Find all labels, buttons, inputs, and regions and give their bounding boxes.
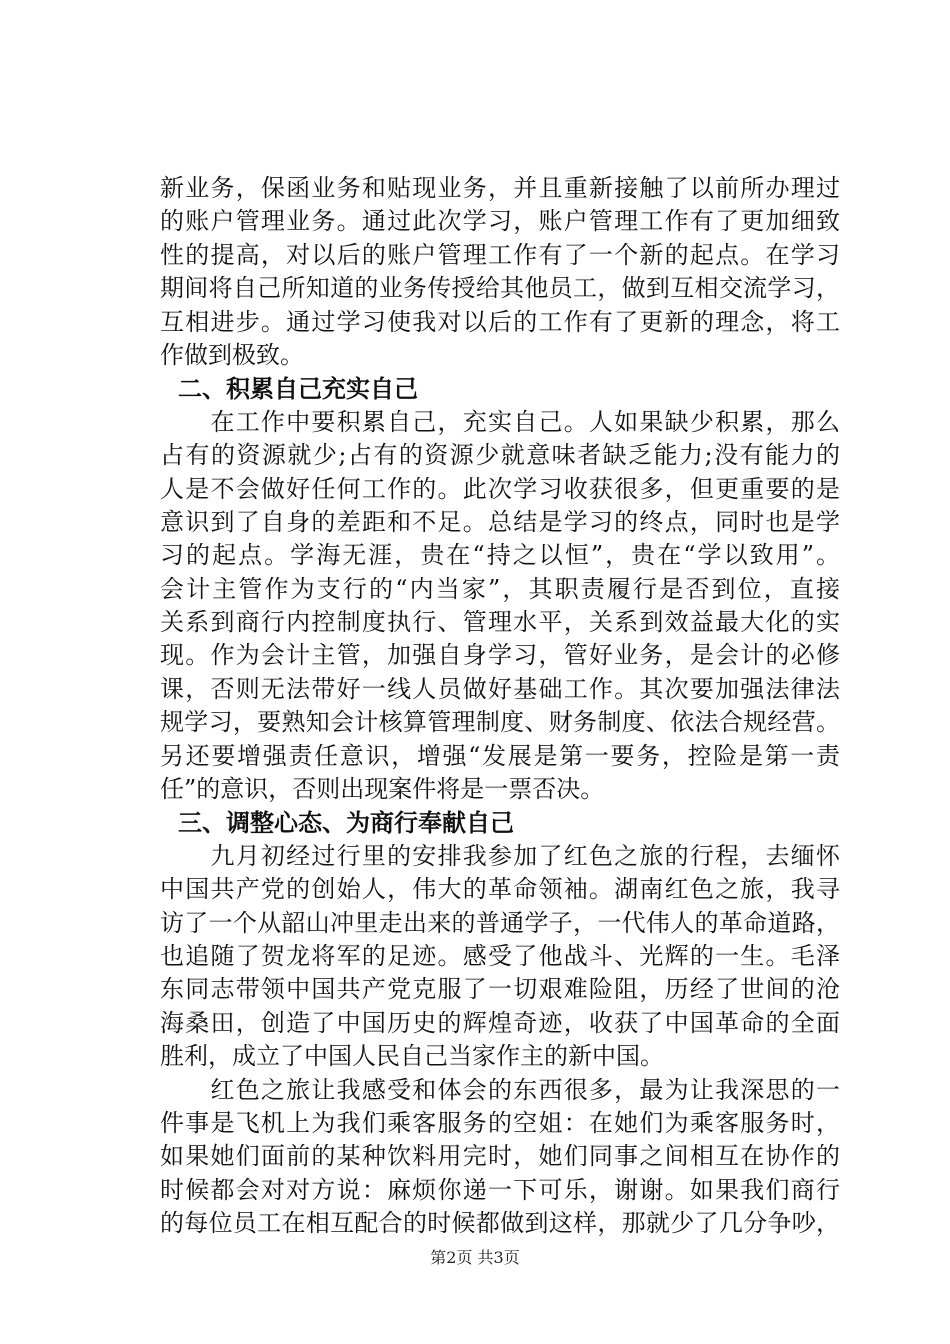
paragraph-line: 中国共产党的创始人，伟大的革命领袖。湖南红色之旅，我寻 xyxy=(160,875,840,904)
paragraph-line: 件事是飞机上为我们乘客服务的空姐：在她们为乘客服务时， xyxy=(160,1108,840,1137)
paragraph-line: 占有的资源就少;占有的资源少就意味者缺乏能力;没有能力的 xyxy=(160,441,840,470)
paragraph-line: 的账户管理业务。通过此次学习，账户管理工作有了更加细致 xyxy=(160,207,840,236)
paragraph-line: 如果她们面前的某种饮料用完时，她们同事之间相互在协作的 xyxy=(160,1142,840,1171)
paragraph-line: 另还要增强责任意识，增强“发展是第一要务，控险是第一责 xyxy=(160,741,840,770)
paragraph-line: 课，否则无法带好一线人员做好基础工作。其次要加强法律法 xyxy=(160,674,840,703)
paragraph-line: 期间将自己所知道的业务传授给其他员工，做到互相交流学习， xyxy=(160,274,840,303)
paragraph-line: 也追随了贺龙将军的足迹。感受了他战斗、光辉的一生。毛泽 xyxy=(160,941,840,970)
paragraph-line: 习的起点。学海无涯，贵在“持之以恒”，贵在“学以致用”。 xyxy=(160,541,840,570)
paragraph-line: 胜利，成立了中国人民自己当家作主的新中国。 xyxy=(160,1042,664,1071)
paragraph-line: 互相进步。通过学习使我对以后的工作有了更新的理念，将工 xyxy=(160,307,840,336)
paragraph-line: 规学习，要熟知会计核算管理制度、财务制度、依法合规经营。 xyxy=(160,708,840,737)
paragraph-line: 新业务，保函业务和贴现业务，并且重新接触了以前所办理过 xyxy=(160,174,840,202)
document-body xyxy=(160,172,840,1241)
paragraph-line: 现。作为会计主管，加强自身学习，管好业务，是会计的必修 xyxy=(160,641,840,670)
paragraph-line: 会计主管作为支行的“内当家”，其职责履行是否到位，直接 xyxy=(160,574,840,603)
paragraph-line: 东同志带领中国共产党克服了一切艰难险阻，历经了世间的沧 xyxy=(160,975,840,1004)
paragraph-line: 任”的意识，否则出现案件将是一票否决。 xyxy=(160,775,605,804)
paragraph-line: 意识到了自身的差距和不足。总结是学习的终点，同时也是学 xyxy=(160,507,840,536)
paragraph-line: 关系到商行内控制度执行、管理水平，关系到效益最大化的实 xyxy=(160,608,840,637)
paragraph-line: 人是不会做好任何工作的。此次学习收获很多，但更重要的是 xyxy=(160,474,840,503)
paragraph-line: 在工作中要积累自己，充实自己。人如果缺少积累，那么 xyxy=(160,407,840,436)
paragraph-line: 时候都会对对方说：麻烦你递一下可乐，谢谢。如果我们商行 xyxy=(160,1175,840,1204)
paragraph-line: 红色之旅让我感受和体会的东西很多，最为让我深思的一 xyxy=(160,1075,840,1104)
paragraph-line: 海桑田，创造了中国历史的辉煌奇迹，收获了中国革命的全面 xyxy=(160,1008,840,1037)
section-heading: 二、积累自己充实自己 xyxy=(178,374,418,404)
paragraph-line: 作做到极致。 xyxy=(160,340,304,369)
paragraph-line: 性的提高，对以后的账户管理工作有了一个新的起点。在学习 xyxy=(160,240,840,269)
paragraph-line: 的每位员工在相互配合的时候都做到这样，那就少了几分争吵， xyxy=(160,1209,840,1238)
section-heading: 三、调整心态、为商行奉献自己 xyxy=(178,808,514,838)
paragraph-line: 访了一个从韶山冲里走出来的普通学子，一代伟人的革命道路， xyxy=(160,908,840,937)
paragraph-line: 九月初经过行里的安排我参加了红色之旅的行程，去缅怀 xyxy=(160,841,840,870)
page-footer: 第2页 共3页 xyxy=(430,1248,520,1267)
